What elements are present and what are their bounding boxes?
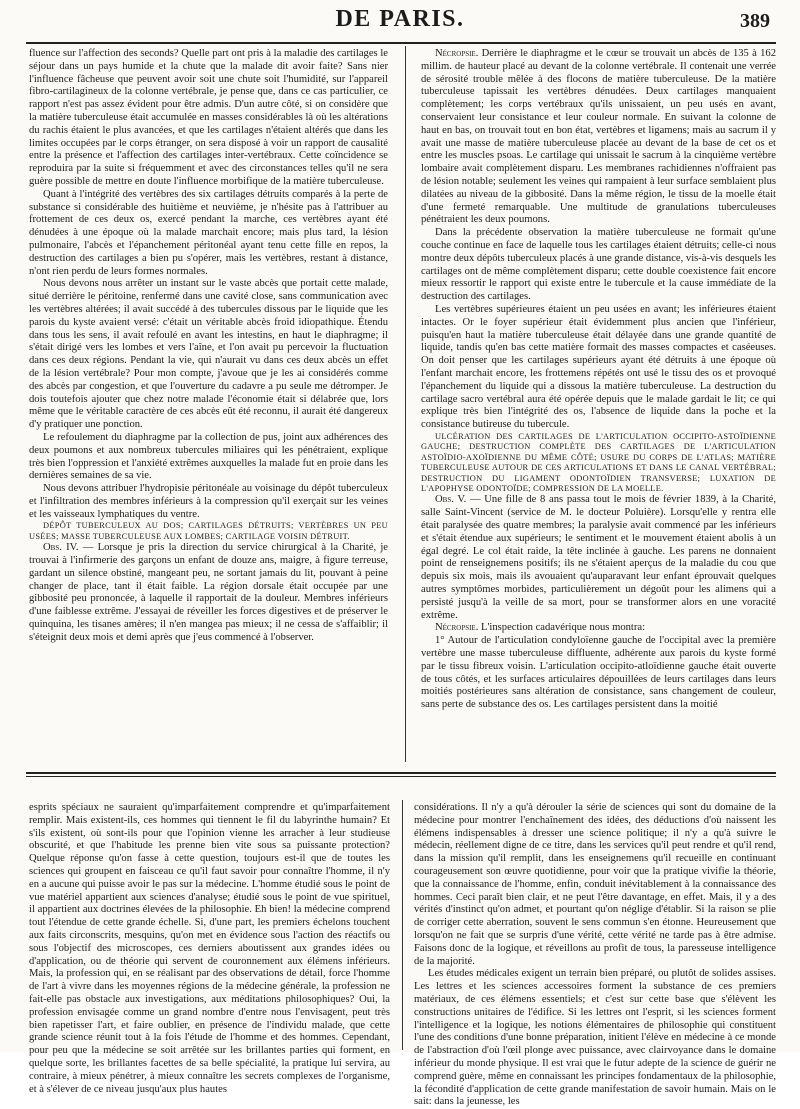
necropsy-text: Derrière le diaphragme et le cœur se trouvait un abcès de 135 à 162 millim. de hauteur placé au devant de la colonne vertébrale. Il contenait une verrée de sérosité trouble mêlée à des flocons de matière tuberculeuse. De la matière tuberculeuse tapissait les vertèbres dénudées. Deux cartilages manquaient complètement; les corps vertébraux qu'ils unissaient, un peu usés en avant, conservaient leur consistance et leur couleur normale. En suivant la colonne de haut en bas, on trouvait tout en bon état, vertèbres et ligamens; mais au sacrum il y avait une masse de matière tuberculeuse placée au devant de la base de cet os et entre les muscles psoas. Le cartilage qui unissait le sacrum à la cinquième vertèbre lombaire avait complètement disparu. Les membranes rachidiennes n'offraient pas de lésion notable; seulement les veines qui rampaient à leur surface semblaient plus dilatées au niveau de la gibbosité. Dans la même région, le tissu de la moelle était d'une fermeté remarquable. Une multitude de granulations tuberculeuses pénétraient les deux poumons. — [421, 48, 776, 226]
necropsy-paragraph — [421, 622, 776, 635]
section-rule-thin — [26, 776, 776, 777]
section-rule — [26, 772, 776, 774]
observation-text: — Une fille de 8 ans passa tout le mois de février 1839, à la Charité, salle Saint-Vincent (service de M. le docteur Poluière). Lorsqu'elle y rentra elle était paralysée des quatre membres; la paralysie avait commencé par les inférieurs et s'était étendue aux supérieurs; le sentiment et le mouvement étaient abolis à un égal degré. Le col était raide, la tête inclinée à gauche. Les parens ne donnaient point de renseignemens positifs; ils ne s'étaient aperçus de la maladie du cou que depuis six mois, mais ils avouaient qu'auparavant leur enfant éprouvait quelques autres symptômes morbides, particulièrement un dégoût pour les alimens qui a persisté jusqu'à la veille de sa mort, pour se transformer alors en une voracité extrême. — [421, 494, 776, 621]
column-top-right — [421, 48, 776, 756]
observation-text: — Lorsque je pris la direction du service chirurgical à la Charité, je trouvai à l'infirmerie des garçons un enfant de douze ans, maigre, à figure terreuse, gardant un silence obstiné, mangeant peu, ne sortant jamais du lit, pouvant à peine changer de place, tant il était faible. La région dorsale était occupée par une gibbosité peu prononcée, à laquelle il rapportait de la douleur. Membres inférieurs d'une faiblesse extrême. J'essayai de réveiller les forces digestives et de préserver le quinquina, les tisanes amères; il n'en mangea pas mieux; il ne cessa de s'affaiblir; il s'éteignit deux mois et demi après que j'eus commencé à l'observer. — [29, 542, 388, 643]
column-divider-top — [405, 46, 406, 762]
paragraph: esprits spéciaux ne sauraient qu'imparfaitement comprendre et qu'imparfaitement remplir. Mais existent-ils, ces hommes qui tiennent le fil du labyrinthe humain? Et s'ils existent, où sont-ils pour que l'opinion vienne les arracher à leur studieuse obscurité, et que l'habitude les prenne bien vite sous sa puissante protection? Quelque réponse qu'on fasse à cette question, toujours est-il que de toutes les sciences qui groupent en faisceau ce qu'il faut savoir pour connaître l'homme, il n'y en a aucune qui puisse avoir le pas sur la médecine. L'homme étudié sous le point de vue matériel appartient aux sciences d'analyse; étudié sous le point de vue spirituel, il appartient aux doctrines élevées de la philosophie. Eh bien! la médecine comprend tout l'étendue de cette grande échelle. Si, d'une part, les premiers échelons touchent aux faits circonscrits, mesquins, qu'on met en évidence sous l'action des réactifs ou sous l'objectif des microscopes, ces derniers aboutissent aux grandes idées ou d'application, ou de théorie qui servent de couronnement aux élémens inférieurs. Mais, la profession qui, en se réalisant par des observations de détail, force l'homme de l'art à vivre dans les moyennes régions de la médecine générale, la profession ne fait-elle pas obstacle aux investigations, aux méditations philosophiques? Oui, la profession envisagée comme un grand nombre d'entre nous l'envisagent, peut très bien rapetisser l'art, et faire oublier, en présence de l'individu malade, que cette grande science réunit tout à la fois l'étude de l'homme et des hommes. Cependant, pour peu que la médecine se soit arrêtée sur les brillantes parties qui forment, en quelque sorte, les brillantes facettes de sa belle spécialité, la pratique lui servira, au contraire, à mieux pénétrer, à mieux connaître les secrets complexes de l'organisme, et à s'élever de ce niveau jusqu'aux plus hautes — [29, 802, 390, 1095]
running-title: DE PARIS. — [335, 6, 465, 32]
paragraph: Dans la précédente observation la matière tuberculeuse ne formait qu'une couche continue en face de laquelle tous les cartilages étaient détruits; celle-ci nous montre deux dépôts tuberculeux placés à une grande distance, vis-à-vis desquels les cartilages ont de même complètement disparu; cette double coexistence fait encore mieux ressortir le rapport qui existe entre le tubercule et la cause immédiate de la destruction des cartilages. — [421, 227, 776, 303]
paragraph: Les vertèbres supérieures étaient un peu usées en avant; les inférieures étaient intactes. Or le foyer supérieur était évidemment plus ancien que l'inférieur, puisqu'en haut la matière tuberculeuse était délayée dans une grande quantité de liquide, tandis qu'en bas cette matière formait des masses compactes et caséeuses. On doit penser que les cartilages supérieurs ayant été détruits à une époque où l'enfant marchait encore, les frottemens répétés ont usé le tissu des os et provoqué l'épanchement du liquide qui a dissous la matière tuberculeuse. La destruction du cartilage sacro vertébral aura été opérée depuis que le malade gardait le lit; ce qui explique très bien l'intégrité des os, l'absence de liquide dans la poche et la consistance butireuse du tubercule. — [421, 303, 776, 431]
paragraph: Les études médicales exigent un terrain bien préparé, ou plutôt de solides assises. Les lettres et les sciences accessoires forment la substance de ces premiers matériaux, de ces élémens essentiels; et c'est sur cette base que s'élèvent les constructions unitaires de l'édifice. Si les lettres ont l'esprit, si les sciences forment l'intelligence et la logique, les notions élémentaires de philosophie qui constituent l'une des conditions d'une bonne préparation, initient l'élève en médecine à ce monde de l'abstraction d'où l'œil plonge avec puissance, avec clairvoyance dans le domaine inférieur du monde physique. Il est vrai que le futur adepte de la science de guérir ne comprend guère, même en connaissant les principes fondamentaux de la philosophie, la fécondité d'application de cette grande manifestation de savoir humain. Mais on le sait: dans la jeunesse, les — [414, 968, 776, 1108]
necropsy-label: Nécropsie. — [435, 48, 479, 59]
column-bottom-right — [414, 802, 776, 1108]
paragraph: considérations. Il n'y a qu'à dérouler la série de sciences qui sont du domaine de la médecine pour montrer l'enchaînement des idées, des déductions d'où naissent les élémens indispensables à dresser une science politique; il n'y a qu'à suivre le médecin, réellement digne de ce titre, dans les services qu'il peut rendre et qu'il rend, dans la mission qu'il remplit, dans les enseignemens qu'il recueille en continuant courageusement son œuvre quotidienne, pour voir que la pratique vivifie la théorie, que la connaissance de l'homme, enfin, conduit inévitablement à la connaissance des hommes. Ceci paraît bien clair, et ne peut l'être davantage, en effet. Mais, il y a des vérités d'instinct qu'on admet, et pourtant qu'on néglige d'établir. Si la raison se plie de corriger cette aberration, souvent le sens commun s'en étonne. Heureusement que lorsqu'on ne fait que se surpris d'une vérité, cette vérité ne tarde pas à être admise. Faisons donc de la logique, et réveillons au profit de tous, la paresseuse intelligence de la majorité. — [414, 802, 776, 967]
observation-label: Obs. IV. — [43, 542, 79, 554]
paragraph: Nous devons nous arrêter un instant sur le vaste abcès que portait cette malade, situé derrière le péritoine, renfermé dans une cavité close, sans communication avec les vertèbres altérées; il avait succédé à des tubercules dissous par le liquide que les parois du kyste avaient versé: c'était un véritable abcès froid idiopathique. Étendu dans tous les sens, il avait refoulé en avant les intestins, en haut le diaphragme; il s'était dirigé vers les lombes et vers l'aîne, et l'on avait pu percevoir la fluctuation dans ces deux régions. Pendant la vie, qui n'aurait vu dans ces deux abcès un effet de la lésion vertébrale? Pour mon compte, j'avoue que je les ai considérés comme des abcès par congestion, et que l'ouverture du cadavre a pu seule me détromper. Je dois toutefois ajouter que chez notre malade l'économie était si délabrée que, lors même que le véritable caractère de ces abcès eût été reconnu, il aurait été dangereux d'y pratiquer une ponction. — [29, 278, 388, 431]
observation-heading: DÉPÔT TUBERCULEUX AU DOS; CARTILAGES DÉTRUITS; VERTÈBRES UN PEU USÉES; MASSE TUBERCULEUSE AUX LOMBES; CARTILAGE VOISIN DÉTRUIT. — [29, 521, 388, 541]
necropsy-label: Nécropsie. — [435, 622, 479, 634]
paragraph: fluence sur l'affection des seconds? Quelle part ont pris à la maladie des cartilages le séjour dans un pays humide et la chute que la malade dit avoir faite? Sans nier l'influence fâcheuse que peuvent avoir soit une chute soit l'humidité, sur l'appareil fibro-cartilagineux de la colonne vertébrale, je pense que, dans ce cas particulier, ce rapport n'est pas assez évident pour être admis. D'un autre côté, si on considère que la matière tuberculeuse était accumulée en masses considérables là où les altérations du rachis étaient le plus avancées, et que les cartilages n'étaient altérés que dans les limites occupées par le corps étranger, on sera disposé à voir un rapport de causalité entre la présence et l'affection des cartilages inter-vertébraux. Cette coïncidence se reproduira par la suite si fréquemment et avec des circonstances telles qu'il ne sera guère possible de mettre en doute l'influence morbifique de la matière tuberculeuse. — [29, 48, 388, 187]
paragraph: Nous devons attribuer l'hydropisie péritonéale au voisinage du dépôt tuberculeux et l'infiltration des membres inférieurs à la compression qu'il exerçait sur les veines et les vaisseaux lymphatiques du ventre. — [29, 483, 388, 520]
header-rule — [26, 42, 776, 44]
necropsy-text: L'inspection cadavérique nous montra: — [478, 622, 646, 634]
paragraph: Quant à l'intégrité des vertèbres des six cartilages détruits comparés à la perte de substance si considérable des huitième et neuvième, je n'hésite pas à l'attribuer au frottement de ces deux os, exercé pendant la marche, ces vertèbres ayant été dénudées à une époque où la malade marchait encore; mais plus tard, la lésion pulmonaire, l'abcès et l'épanchement péritonéal ayant tenu cette fille en repos, la destruction des cartilages a bien pu s'opérer, mais les vertèbres, restant à distance, n'ont rien perdu de leurs formes normales. — [29, 188, 388, 277]
necropsy-paragraph — [421, 48, 776, 227]
column-bottom-left — [29, 802, 390, 1095]
observation-label: Obs. V. — [435, 494, 467, 506]
paragraph: 1° Autour de l'articulation condyloïenne gauche de l'occipital avec la première vertèbre une masse tuberculeuse diffluente, adhérente aux parois du kyste formé par le tissu fibreux voisin. L'articulation occipito-atloïdienne gauche était ouverte de tous côtés, et les surfaces articulaires dépouillées de leurs cartilages dans leurs moitiés postérieures sans altération de consistance, sans changement de couleur, sans perte de substance des os. Les cartilages persistent dans la moitié — [421, 635, 776, 711]
observation-paragraph — [421, 494, 776, 622]
observation-heading: ULCÉRATION DES CARTILAGES DE L'ARTICULATION OCCIPITO-ASTOÏDIENNE GAUCHE; DESTRUCTION COMPLÈTE DES CARTILAGES DE L'ARTICULATION ASTOÏDIO-AXOÏDIENNE DU MÊME CÔTÉ; USURE DU CORPS DE L'ATLAS; MATIÈRE TUBERCULEUSE AUTOUR DE CES ARTICULATIONS ET DANS LE CANAL VERTÉBRAL; DESTRUCTION DU LIGAMENT ODONTOÏDIEN TRANSVERSE; LUXATION DE L'APOPHYSE ODONTOÏDE; COMPRESSION DE LA MOELLE. — [421, 431, 776, 493]
observation-paragraph — [29, 542, 388, 644]
page-number: 389 — [740, 10, 770, 32]
column-divider-bottom — [402, 800, 403, 1050]
paragraph: Le refoulement du diaphragme par la collection de pus, joint aux adhérences des deux poumons et aux nombreux tubercules miliaires qui les pénétraient, explique très bien l'oppression et l'anxiété extrêmes auxquelles la malade fut en proie dans les dernières semaines de sa vie. — [29, 431, 388, 482]
column-top-left — [29, 48, 388, 756]
